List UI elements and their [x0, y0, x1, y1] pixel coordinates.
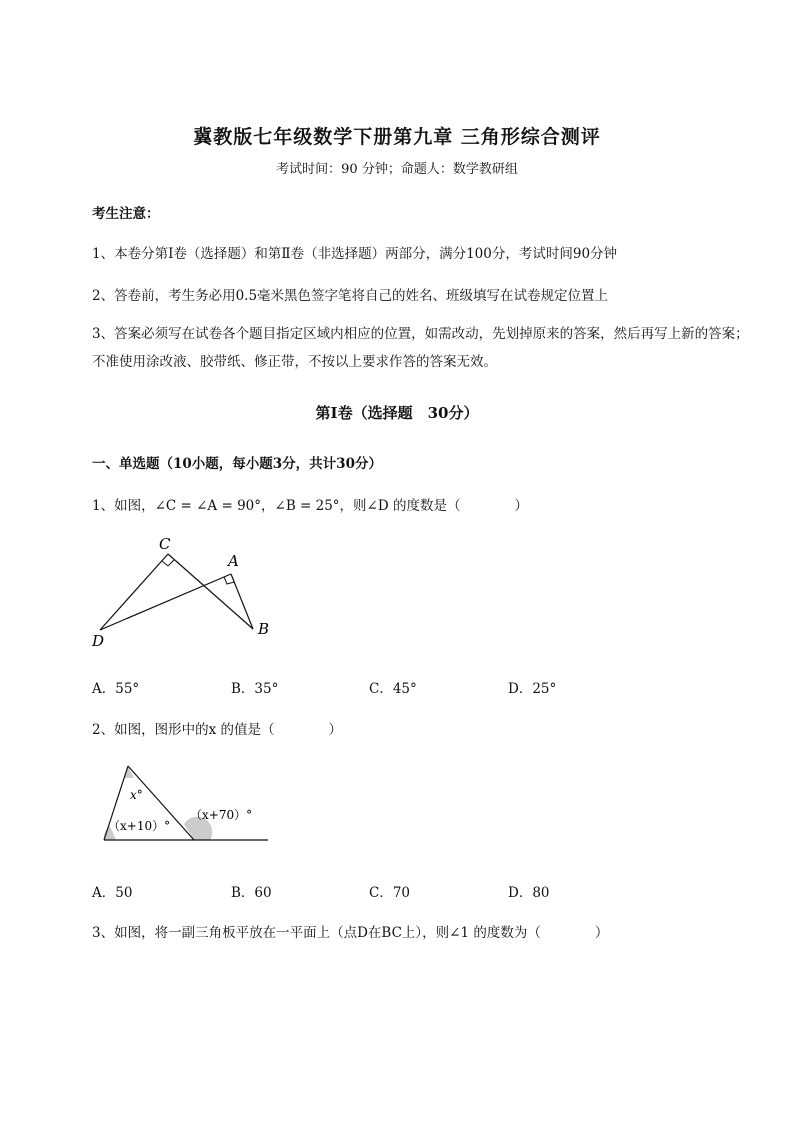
- label-ext-angle: （x+70）°: [190, 808, 253, 822]
- exam-info: 考试时间：90 分钟；命题人：数学教研组: [276, 162, 518, 177]
- q2-option-d: D．80: [508, 885, 550, 901]
- label-a: A: [228, 552, 239, 570]
- label-x: x°: [130, 788, 143, 802]
- segment-dc: [100, 554, 168, 630]
- segment-ab: [231, 574, 253, 629]
- label-d: D: [92, 632, 105, 650]
- question-1-stem: 1、如图，∠C = ∠A = 90°，∠B = 25°，则∠D 的度数是（ ）: [92, 498, 528, 514]
- q2-option-c: C．70: [369, 885, 411, 901]
- q2-option-a: A．50: [92, 885, 133, 901]
- question-2-stem: 2、如图，图形中的x 的值是（ ）: [92, 722, 342, 738]
- label-b: B: [258, 620, 270, 638]
- segment-cb: [168, 554, 253, 629]
- q2-option-b: B．60: [231, 885, 272, 901]
- section-title: 第Ⅰ卷（选择题 30分）: [315, 404, 479, 422]
- notice-item-2: 2、答卷前，考生务必用0.5毫米黑色签字笔将自己的姓名、班级填写在试卷规定位置上: [92, 288, 609, 304]
- q1-option-a: A．55°: [92, 681, 140, 697]
- question-3-stem: 3、如图，将一副三角板平放在一平面上（点D在BC上），则∠1 的度数为（ ）: [92, 925, 609, 941]
- label-c: C: [159, 535, 171, 553]
- notice-item-1: 1、本卷分第Ⅰ卷（选择题）和第Ⅱ卷（非选择题）两部分，满分100分，考试时间90分钟: [92, 246, 618, 262]
- q1-option-c: C．45°: [369, 681, 417, 697]
- right-angle-c: [162, 560, 174, 566]
- segment-da: [100, 574, 231, 630]
- q1-option-d: D．25°: [508, 681, 557, 697]
- part-heading: 一、单选题（10小题，每小题3分，共计30分）: [92, 456, 382, 472]
- notice-heading: 考生注意：: [92, 206, 160, 222]
- q1-option-b: B．35°: [231, 681, 279, 697]
- question-2-figure: [100, 760, 275, 846]
- label-left-angle: （x+10）°: [108, 819, 171, 833]
- page-title: 冀教版七年级数学下册第九章 三角形综合测评: [193, 126, 601, 148]
- notice-item-3: 3、答案必须写在试卷各个题目指定区域内相应的位置，如需改动，先划掉原来的答案，然后再写上新的答案；不准使用涂改液、胶带纸、修正带，不按以上要求作答的答案无效。: [92, 326, 749, 370]
- question-1-figure: [88, 532, 288, 652]
